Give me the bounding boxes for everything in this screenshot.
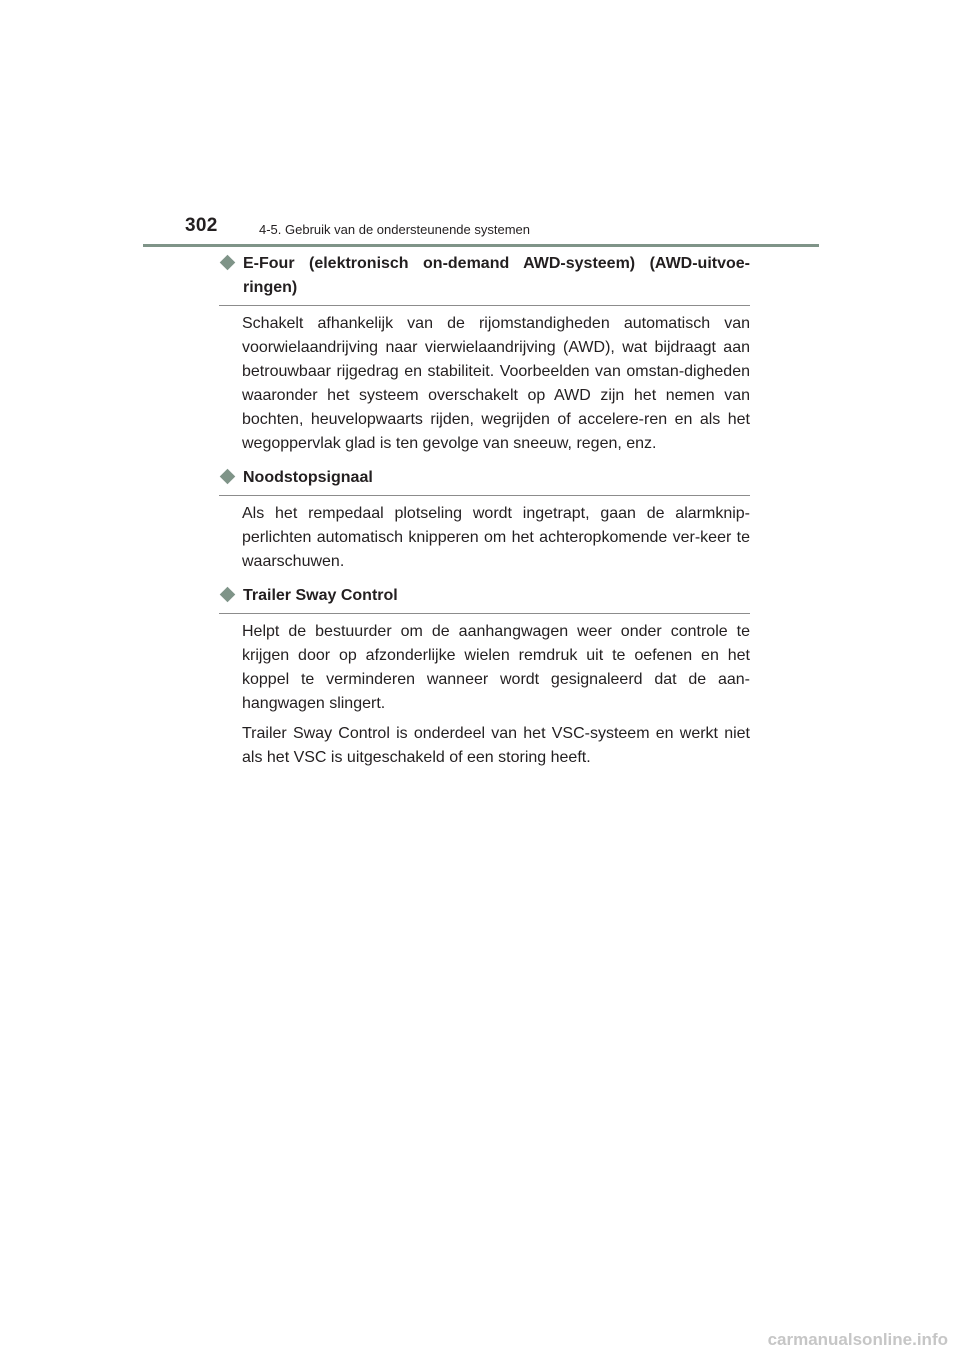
section-heading (219, 466, 750, 496)
chapter-title: 4-5. Gebruik van de ondersteunende systemen (259, 222, 531, 237)
diamond-bullet-icon (220, 587, 236, 603)
header-rule (143, 244, 819, 247)
section-heading (219, 252, 750, 306)
diamond-bullet-icon (220, 255, 236, 271)
section-title: Noodstopsignaal (243, 469, 373, 486)
section-paragraph: Helpt de bestuurder om de aanhangwagen weer onder controle te krijgen door op afzonderlijke wielen remdruk uit te oefenen en het koppel te verminderen wanneer wordt gesignaleerd dat de aan-hangwagen slingert. (242, 623, 750, 712)
section-paragraph: Als het rempedaal plotseling wordt ingetrapt, gaan de alarmknip-perlichten automatisch knipperen om het achteropkomende ver-keer te waarschuwen. (242, 505, 750, 570)
section-title: E-Four (elektronisch on-demand AWD-systeem) (AWD-uitvoe-ringen) (243, 255, 750, 296)
section-trailer-sway-control (219, 584, 750, 770)
page-number: 302 (185, 215, 218, 236)
section-paragraph: Trailer Sway Control is onderdeel van het VSC-systeem en werkt niet als het VSC is uitgeschakeld of een storing heeft. (242, 725, 750, 766)
section-title: Trailer Sway Control (243, 587, 398, 604)
section-paragraph: Schakelt afhankelijk van de rijomstandigheden automatisch van voorwielaandrijving naar vierwielaandrijving (AWD), wat bijdraagt aan betrouwbaar rijgedrag en stabiliteit. Voorbeelden van omstan-digheden waaronder het systeem overschakelt op AWD zijn het nemen van bochten, heuvelopwaarts rijden, wegrijden of accelere-ren en als het wegoppervlak glad is ten gevolge van sneeuw, regen, enz. (242, 315, 750, 452)
page-header (143, 214, 819, 248)
section-heading (219, 584, 750, 614)
diamond-bullet-icon (220, 469, 236, 485)
section-noodstopsignaal (219, 466, 750, 574)
section-e-four (219, 252, 750, 456)
watermark-logo: carmanualsonline.info (767, 1330, 948, 1349)
page-content (219, 252, 750, 770)
